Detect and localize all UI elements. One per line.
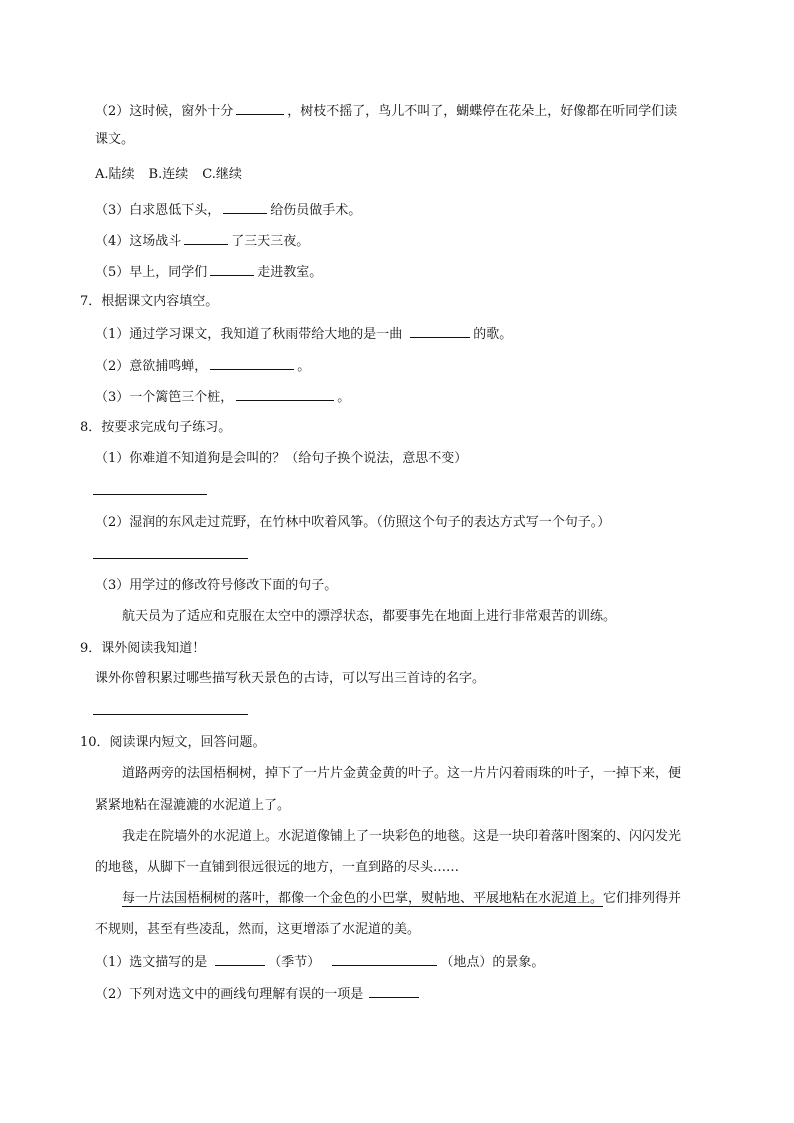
answer-blank[interactable]	[184, 231, 228, 245]
option-b: B.连续	[148, 167, 189, 182]
passage-p2-line2: 的地毯，从脚下一直铺到很远很远的地方，一直到路的尽头……	[95, 860, 460, 875]
q6-item-5-number: （5）	[95, 265, 130, 280]
q6-item-2-number: （2）	[95, 104, 130, 119]
q8-item-3: （3）用学过的修改符号修改下面的句子。	[95, 578, 338, 593]
passage-p3-line2: 不规则，甚至有些凌乱，然而，这更增添了水泥道的美。	[95, 922, 421, 937]
q6-item-3	[95, 200, 361, 220]
answer-line[interactable]	[93, 558, 248, 559]
q6-item-3-text-before: 白求恩低下头，	[129, 203, 221, 218]
answer-blank[interactable]	[236, 101, 284, 115]
q8-item-1: （1）你难道不知道狗是会叫的？（给句子换个说法，意思不变）	[95, 451, 468, 466]
q7-item-3	[95, 387, 350, 407]
q6-item-5-text-after: 走进教室。	[257, 265, 323, 280]
q7-item-2-number: （2）	[95, 359, 130, 374]
q6-item-4-number: （4）	[95, 234, 130, 249]
q6-item-2-line2: 课文。	[95, 132, 135, 147]
q10-item-1	[95, 952, 544, 972]
answer-blank[interactable]	[236, 387, 334, 401]
passage-p2-line1: 我走在院墙外的水泥道上。水泥道像铺上了一块彩色的地毯。这是一块印着落叶图案的、闪闪发光	[122, 829, 682, 844]
passage-p1-line1: 道路两旁的法国梧桐树，掉下了一片片金黄金黄的叶子。这一片片闪着雨珠的叶子，一掉下来，便	[122, 766, 682, 781]
q7-item-2	[95, 356, 310, 376]
q6-options	[95, 166, 242, 184]
q6-item-3-number: （3）	[95, 203, 130, 218]
q10-item-1-text-before: 选文描写的是	[129, 955, 208, 970]
q6-item-5-text-before: 早上，同学们	[129, 265, 208, 280]
q10-item-1-number: （1）	[95, 955, 130, 970]
q7-item-1	[95, 324, 512, 344]
q10-item-1-place-label: （地点）的景象。	[440, 955, 545, 970]
q7-item-2-text-before: 意欲捕鸣蝉，	[129, 359, 208, 374]
q8-title: 8．按要求完成句子练习。	[80, 420, 232, 435]
q7-item-1-text-after: 的歌。	[473, 327, 513, 342]
q7-title: 7．根据课文内容填空。	[80, 294, 219, 309]
answer-blank[interactable]	[210, 356, 294, 370]
answer-blank[interactable]	[410, 324, 470, 338]
passage-p1-line2: 紧紧地粘在湿漉漉的水泥道上了。	[95, 798, 291, 813]
answer-blank-season[interactable]	[215, 952, 265, 966]
answer-blank[interactable]	[223, 200, 267, 214]
q7-item-2-text-after: 。	[297, 359, 311, 374]
q6-item-4-text-after: 了三天三夜。	[231, 234, 310, 249]
q10-item-2	[95, 984, 422, 1004]
passage-p3-line1	[122, 890, 681, 908]
q6-item-4-text-before: 这场战斗	[129, 234, 182, 249]
answer-line[interactable]	[93, 494, 207, 495]
q9-title: 9．课外阅读我知道！	[80, 641, 206, 656]
q6-item-2-line1	[95, 101, 677, 121]
underlined-sentence: 每一片法国梧桐树的落叶，都像一个金色的小巴掌，熨帖地、平展地粘在水泥道上。	[122, 891, 604, 906]
q10-item-2-number: （2）	[95, 987, 130, 1002]
answer-blank-place[interactable]	[332, 952, 437, 966]
q7-item-3-text-before: 一个篱笆三个桩，	[129, 390, 234, 405]
answer-blank[interactable]	[369, 984, 419, 998]
q7-item-1-text-before: 通过学习课文，我知道了秋雨带给大地的是一曲	[129, 327, 403, 342]
q6-item-5	[95, 262, 322, 282]
q8-item-3-sentence: 航天员为了适应和克服在太空中的漂浮状态，都要事先在地面上进行非常艰苦的训练。	[122, 609, 617, 624]
q6-item-3-text-after: 给伤员做手术。	[270, 203, 362, 218]
answer-blank[interactable]	[210, 262, 254, 276]
q7-item-1-number: （1）	[95, 327, 130, 342]
option-c: C.继续	[202, 167, 242, 182]
q7-item-3-text-after: 。	[337, 390, 351, 405]
q10-title: 10．阅读课内短文，回答问题。	[80, 735, 266, 750]
q6-item-4	[95, 231, 309, 251]
q9-prompt: 课外你曾积累过哪些描写秋天景色的古诗，可以写出三首诗的名字。	[95, 671, 486, 686]
q10-item-1-season-label: （季节）	[268, 955, 321, 970]
q7-item-3-number: （3）	[95, 390, 130, 405]
passage-p3-rest: 它们排列得并	[603, 891, 682, 906]
option-a: A.陆续	[95, 167, 135, 182]
q6-item-2-text-before: 这时候，窗外十分	[129, 104, 234, 119]
q10-item-2-text: 下列对选文中的画线句理解有误的一项是	[129, 987, 364, 1002]
q8-item-2: （2）湿润的东风走过荒野，在竹林中吹着风筝。（仿照这个句子的表达方式写一个句子。）	[95, 515, 611, 530]
q6-item-2-text-after: ，树枝不摇了，鸟儿不叫了，蝴蝶停在花朵上，好像都在听同学们读	[287, 104, 678, 119]
answer-line[interactable]	[93, 714, 248, 715]
